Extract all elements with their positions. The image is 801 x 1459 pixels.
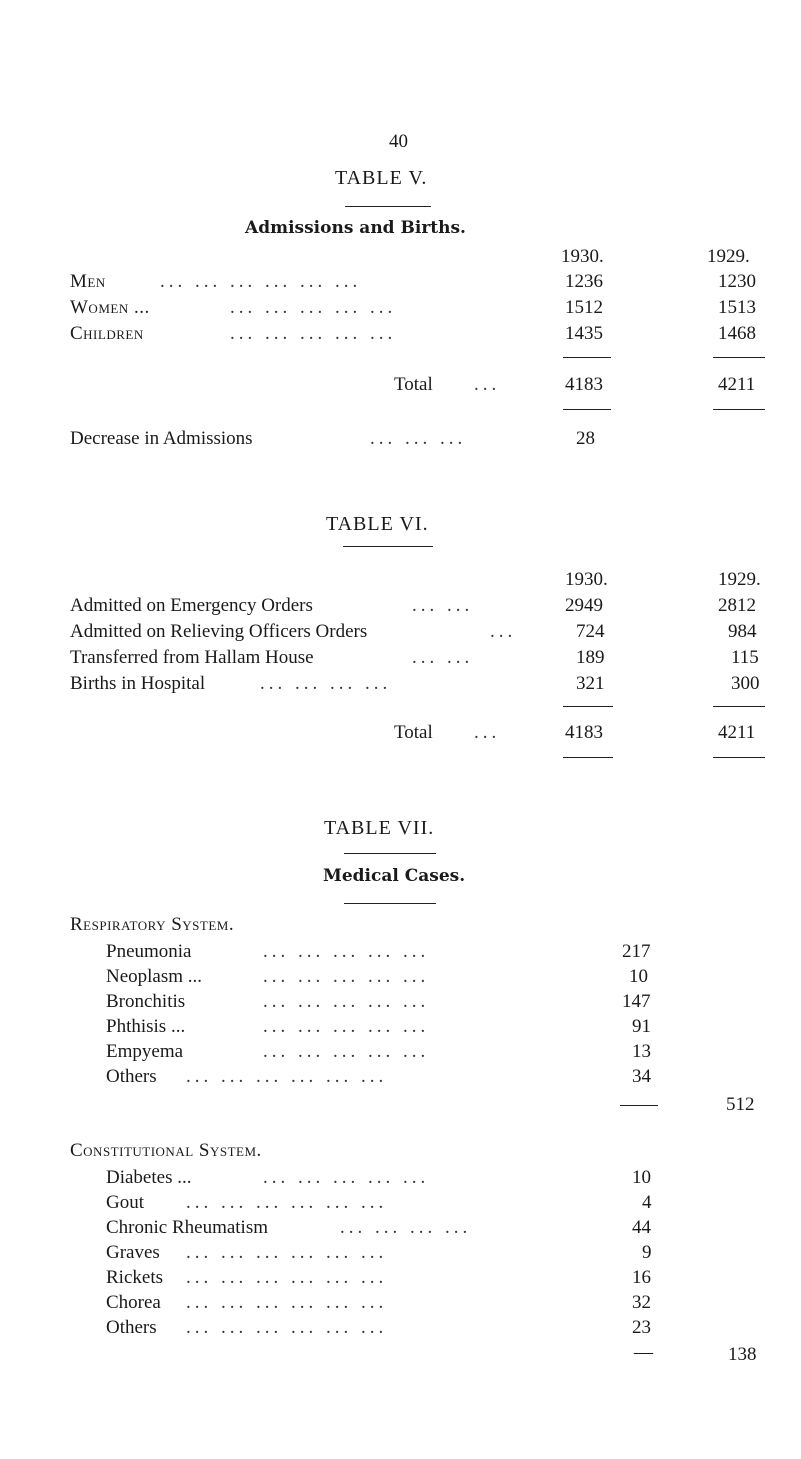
case-count: 4 <box>642 1192 652 1213</box>
leader-dots: ... ... ... ... ... ... <box>186 1242 388 1263</box>
table-vii-subtitle: Medical Cases. <box>323 866 466 886</box>
row-label: Chorea <box>106 1292 161 1313</box>
divider <box>713 409 765 410</box>
case-count: 23 <box>632 1317 651 1338</box>
total-dash: — <box>634 1342 653 1363</box>
value-1930: 189 <box>576 647 605 668</box>
value-1929: 1230 <box>718 271 756 292</box>
divider <box>713 757 765 758</box>
row-label: Empyema <box>106 1041 184 1062</box>
column-header-1929: 1929. <box>707 246 750 267</box>
case-count: 10 <box>632 1167 651 1188</box>
leader-dots: ... ... <box>412 595 474 616</box>
case-count: 10 <box>629 966 648 987</box>
case-count: 9 <box>642 1242 652 1263</box>
value-1929: 2812 <box>718 595 756 616</box>
value-1930: 2949 <box>565 595 603 616</box>
divider <box>345 206 431 207</box>
leader-dots: ... ... ... ... ... <box>263 1016 430 1037</box>
value-1929: 115 <box>731 647 759 668</box>
divider <box>563 757 613 758</box>
column-header-1929: 1929. <box>718 569 761 590</box>
row-label: Women ... <box>70 297 150 318</box>
value-1929: 300 <box>731 673 760 694</box>
total-1930: 4183 <box>565 722 603 743</box>
table-v-subtitle: Admissions and Births. <box>245 218 466 238</box>
row-label: Pneumonia <box>106 941 192 962</box>
case-count: 44 <box>632 1217 651 1238</box>
row-label: Admitted on Emergency Orders <box>70 595 313 616</box>
page-number: 40 <box>389 131 408 152</box>
value-1929: 1468 <box>718 323 756 344</box>
leader-dots: ... ... ... ... ... ... <box>186 1267 388 1288</box>
case-count: 91 <box>632 1016 651 1037</box>
divider <box>563 706 613 707</box>
total-label: Total <box>394 722 433 743</box>
case-count: 32 <box>632 1292 651 1313</box>
total-1929: 4211 <box>718 722 756 743</box>
column-header-1930: 1930. <box>565 569 608 590</box>
leader-dots: ... ... ... ... ... <box>263 991 430 1012</box>
row-label: Neoplasm ... <box>106 966 203 987</box>
section-heading-constitutional: Constitutional System. <box>70 1140 262 1161</box>
row-label: Admitted on Relieving Officers Orders <box>70 621 368 642</box>
leader-dots: ... ... ... ... ... <box>230 297 397 318</box>
leader-dots: ... ... ... ... ... ... <box>186 1066 388 1087</box>
leader-dots: ... ... ... ... ... ... <box>160 271 362 292</box>
leader-dots: ... <box>474 374 501 395</box>
divider <box>563 357 611 358</box>
row-label: Gout <box>106 1192 144 1213</box>
respiratory-total: 512 <box>726 1094 755 1115</box>
case-count: 34 <box>632 1066 651 1087</box>
table-vii-title: TABLE VII. <box>324 817 435 839</box>
constitutional-total: 138 <box>728 1344 757 1365</box>
value-1930: 1512 <box>565 297 603 318</box>
leader-dots: ... ... ... ... <box>260 673 392 694</box>
row-label: Others <box>106 1317 157 1338</box>
divider <box>344 903 436 904</box>
value-1930: 1435 <box>565 323 603 344</box>
value-1930: 724 <box>576 621 605 642</box>
leader-dots: ... ... ... ... ... ... <box>186 1317 388 1338</box>
leader-dots: ... ... <box>412 647 474 668</box>
row-label: Births in Hospital <box>70 673 206 694</box>
case-count: 16 <box>632 1267 651 1288</box>
divider <box>713 706 765 707</box>
total-1929: 4211 <box>718 374 756 395</box>
decrease-label: Decrease in Admissions <box>70 428 253 449</box>
value-1929: 1513 <box>718 297 756 318</box>
leader-dots: ... ... ... ... ... <box>263 941 430 962</box>
divider <box>620 1105 658 1106</box>
leader-dots: ... ... ... ... ... <box>263 966 430 987</box>
divider <box>343 546 433 547</box>
row-label: Others <box>106 1066 157 1087</box>
row-label: Bronchitis <box>106 991 186 1012</box>
leader-dots: ... ... ... ... <box>340 1217 472 1238</box>
decrease-value: 28 <box>576 428 595 449</box>
row-label: Men <box>70 271 106 292</box>
divider <box>344 853 436 854</box>
value-1929: 984 <box>728 621 757 642</box>
divider <box>713 357 765 358</box>
leader-dots: ... ... ... ... ... <box>230 323 397 344</box>
leader-dots: ... ... ... ... ... ... <box>186 1292 388 1313</box>
leader-dots: ... ... ... <box>370 428 467 449</box>
case-count: 217 <box>622 941 651 962</box>
case-count: 147 <box>622 991 651 1012</box>
value-1930: 1236 <box>565 271 603 292</box>
table-vi-title: TABLE VI. <box>326 513 429 535</box>
row-label: Chronic Rheumatism <box>106 1217 269 1238</box>
table-v-title: TABLE V. <box>335 167 428 189</box>
value-1930: 321 <box>576 673 605 694</box>
column-header-1930: 1930. <box>561 246 604 267</box>
leader-dots: ... ... ... ... ... ... <box>186 1192 388 1213</box>
leader-dots: ... <box>490 621 517 642</box>
section-heading-respiratory: Respiratory System. <box>70 914 235 935</box>
row-label: Children <box>70 323 144 344</box>
row-label: Transferred from Hallam House <box>70 647 314 668</box>
row-label: Graves <box>106 1242 160 1263</box>
leader-dots: ... <box>474 722 501 743</box>
row-label: Diabetes ... <box>106 1167 192 1188</box>
leader-dots: ... ... ... ... ... <box>263 1041 430 1062</box>
leader-dots: ... ... ... ... ... <box>263 1167 430 1188</box>
total-1930: 4183 <box>565 374 603 395</box>
total-label: Total <box>394 374 433 395</box>
case-count: 13 <box>632 1041 651 1062</box>
divider <box>563 409 611 410</box>
row-label: Phthisis ... <box>106 1016 186 1037</box>
row-label: Rickets <box>106 1267 163 1288</box>
